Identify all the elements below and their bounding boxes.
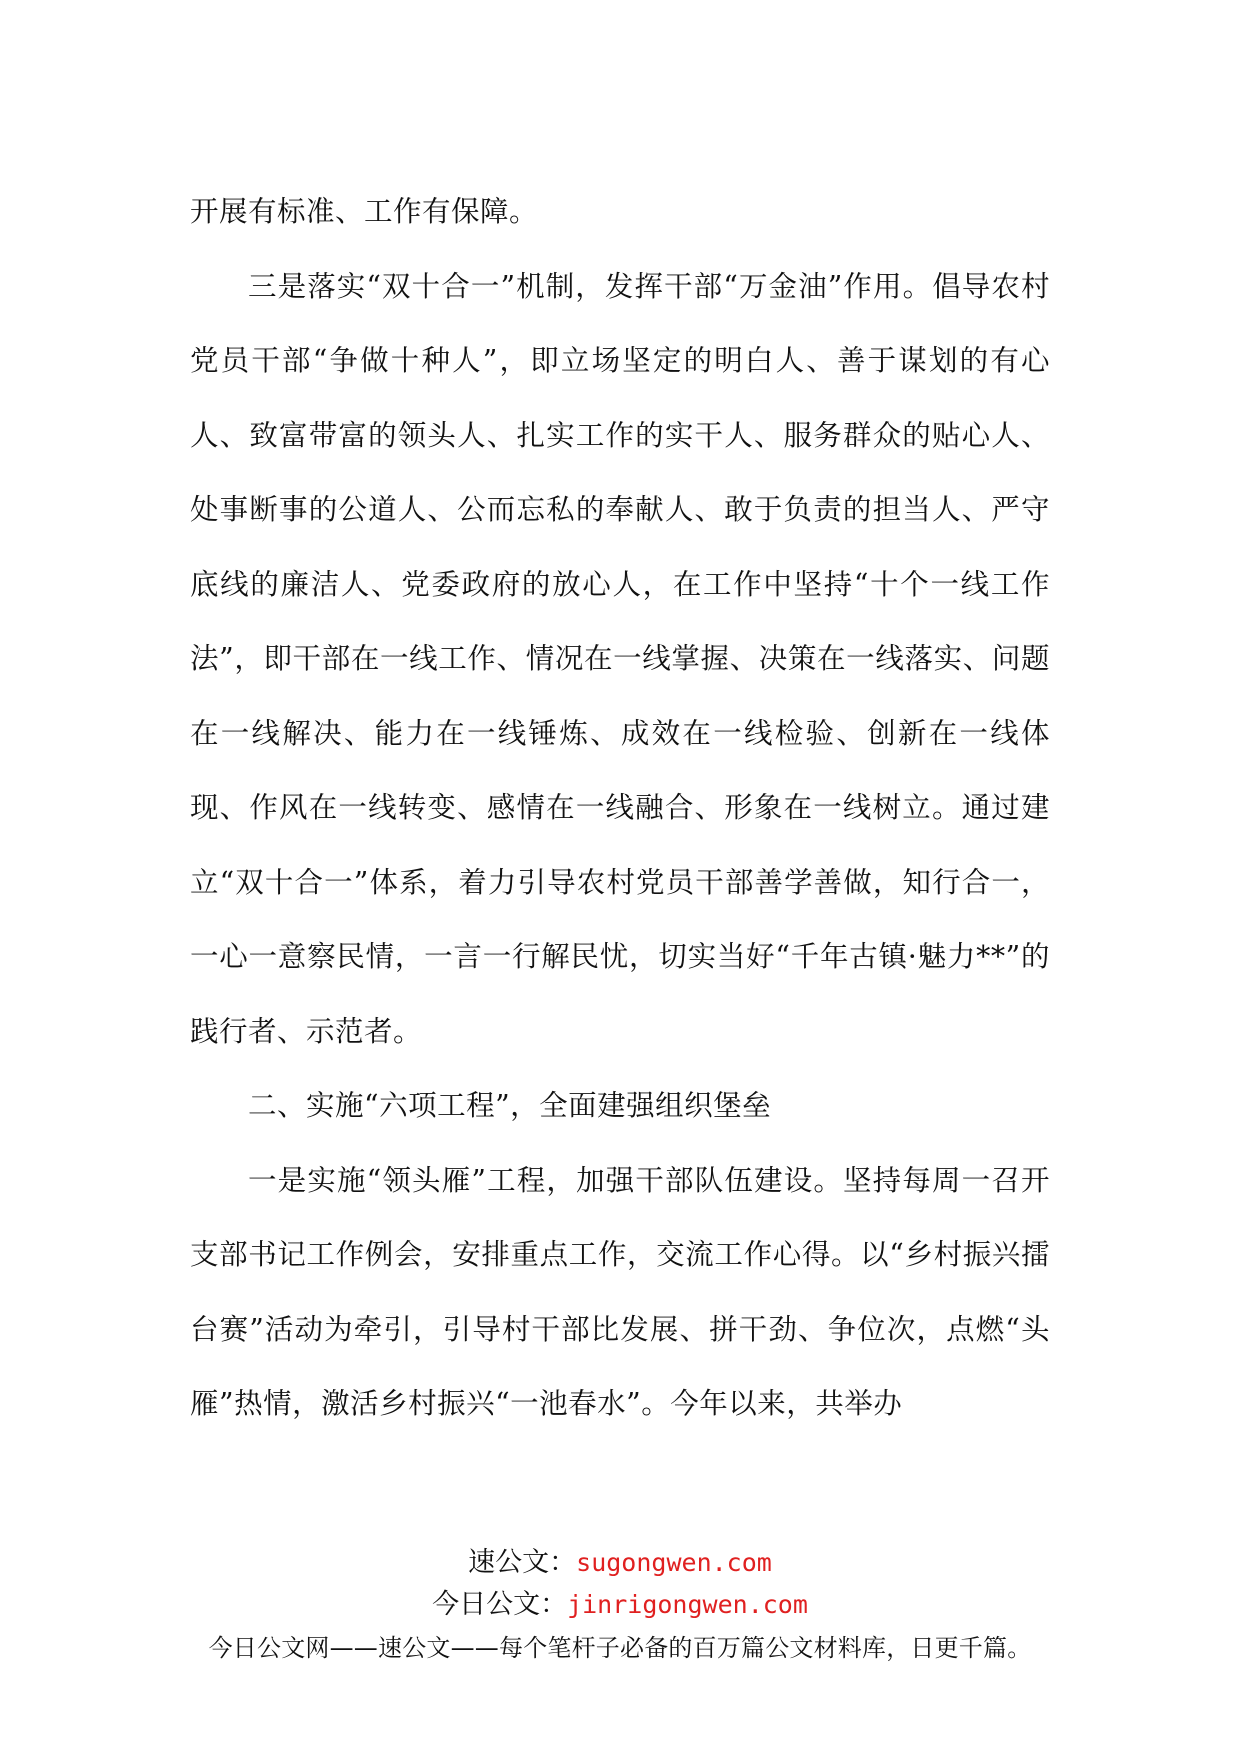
paragraph-3: 一是实施“领头雁”工程，加强干部队伍建设。坚持每周一召开支部书记工作例会，安排重点工作，交流工作心得。以“乡村振兴擂台赛”活动为牵引，引导村干部比发展、拼干劲、争位次，点燃“头雁”热情，激活乡村振兴“一池春水”。今年以来，共举办 bbox=[190, 1163, 1050, 1420]
footer-jinrigongwen-link[interactable]: jinrigongwen.com bbox=[567, 1590, 808, 1619]
section-heading: 二、实施“六项工程”，全面建强组织堡垒 bbox=[248, 1089, 772, 1122]
paragraph-1: 开展有标准、工作有保障。 bbox=[190, 195, 539, 228]
footer-sugongwen bbox=[0, 1540, 1240, 1579]
paragraph-2: 三是落实“双十合一”机制，发挥干部“万金油”作用。倡导农村党员干部“争做十种人”，即立场坚定的明白人、善于谋划的有心人、致富带富的领头人、扎实工作的实干人、服务群众的贴心人、处事断事的公道人、公而忘私的奉献人、敢于负责的担当人、严守底线的廉洁人、党委政府的放心人，在工作中坚持“十个一线工作法”，即干部在一线工作、情况在一线掌握、决策在一线落实、问题在一线解决、能力在一线锤炼、成效在一线检验、创新在一线体现、作风在一线转变、感情在一线融合、形象在一线树立。通过建立“双十合一”体系，着力引导农村党员干部善学善做，知行合一，一心一意察民情，一言一行解民忧，切实当好“千年古镇·魅力**”的践行者、示范者。 bbox=[190, 269, 1050, 1048]
footer-sugongwen-link[interactable]: sugongwen.com bbox=[576, 1548, 772, 1577]
document-body bbox=[190, 175, 1050, 1442]
footer-sugongwen-label: 速公文： bbox=[468, 1547, 577, 1578]
footer-jinrigongwen bbox=[0, 1582, 1240, 1621]
footer-slogan: 今日公文网——速公文——每个笔杆子必备的百万篇公文材料库，日更千篇。 bbox=[208, 1634, 1032, 1662]
footer-jinrigongwen-label: 今日公文： bbox=[432, 1589, 568, 1620]
